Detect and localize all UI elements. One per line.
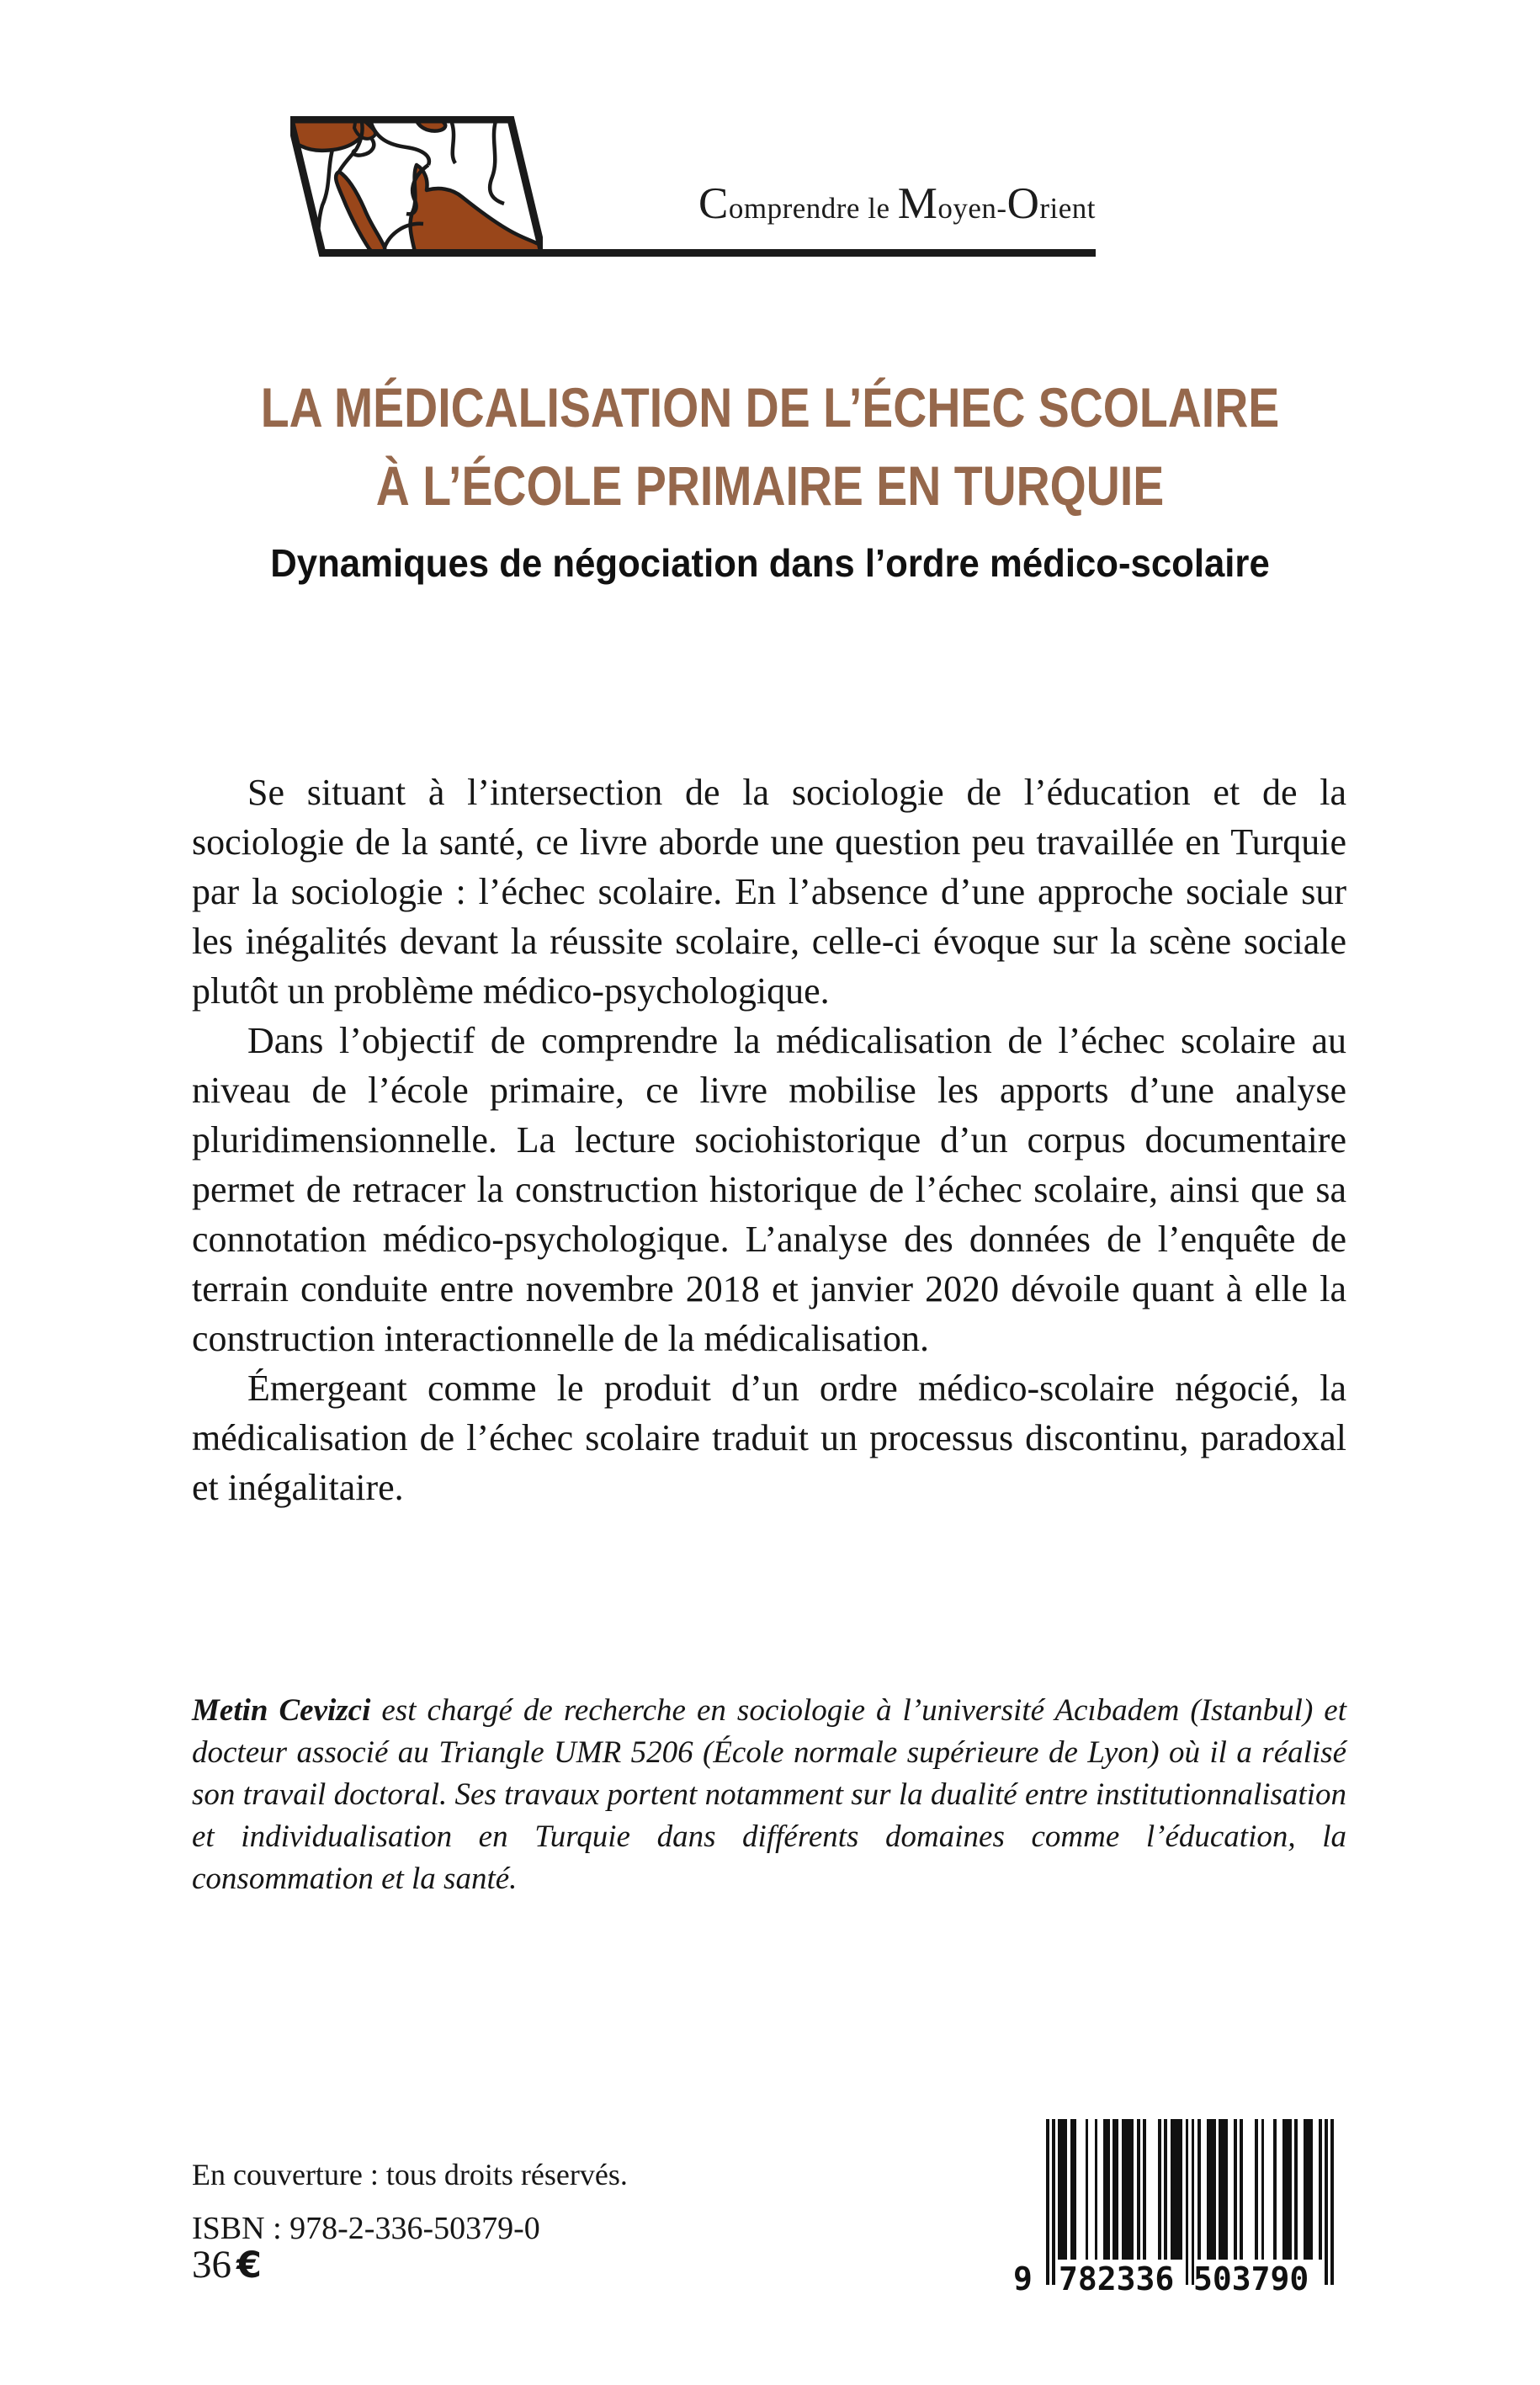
barcode-bar bbox=[1103, 2119, 1109, 2260]
blurb-paragraph-3: Émergeant comme le produit d’un ordre médico-scolaire négocié, la médicalisation de l’échec scolaire traduit un processus discontinu, paradoxal et inégalitaire. bbox=[192, 1368, 1346, 1508]
barcode-bar bbox=[1255, 2119, 1258, 2260]
barcode-bar bbox=[1240, 2119, 1243, 2260]
book-title bbox=[0, 369, 1540, 525]
ean13-barcode bbox=[1006, 2119, 1346, 2300]
barcode-bar bbox=[1058, 2119, 1067, 2260]
book-title-line-1: LA MÉDICALISATION DE L’ÉCHEC SCOLAIRE bbox=[260, 376, 1280, 438]
barcode-bar bbox=[1261, 2119, 1265, 2260]
barcode-bar bbox=[1319, 2119, 1322, 2260]
barcode-bar bbox=[1325, 2119, 1328, 2285]
header-rule bbox=[321, 249, 1096, 257]
barcode-bar bbox=[1122, 2119, 1134, 2260]
barcode-bar bbox=[1330, 2119, 1334, 2285]
barcode-bar bbox=[1113, 2119, 1118, 2260]
barcode-bar bbox=[1070, 2119, 1076, 2260]
cover-credit: En couverture : tous droits réservés. bbox=[192, 2158, 628, 2191]
middle-east-map-graphic bbox=[290, 116, 543, 257]
barcode-bar bbox=[1234, 2119, 1237, 2260]
blurb-paragraph-1: Se situant à l’intersection de la sociologie de l’éducation et de la sociologie de la santé, ce livre aborde une question peu travaillée en Turquie par la sociologie : l’échec scolaire. En l’absence d’une approche sociale sur les inégalités devant la réussite scolaire, celle-ci évoque sur la scène sociale plutôt un problème médico-psychologique. bbox=[192, 772, 1346, 1012]
price bbox=[192, 2242, 262, 2287]
book-title-line-2: À L’ÉCOLE PRIMAIRE EN TURQUIE bbox=[375, 454, 1165, 517]
back-cover-blurb bbox=[192, 768, 1346, 1512]
middle-east-map-logo bbox=[290, 116, 543, 257]
barcode-bar bbox=[1207, 2119, 1216, 2260]
book-subtitle: Dynamiques de négociation dans l’ordre médico-scolaire bbox=[270, 541, 1270, 585]
barcode-bar bbox=[1086, 2119, 1089, 2260]
author-bio-text: est chargé de recherche en sociologie à l’université Acıbadem (Istanbul) et docteur associé au Triangle UMR 5206 (École normale supérieure de Lyon) où il a réalisé son travail doctoral. Ses travaux portent notamment sur la dualité entre institutionnalisation et individualisation en Turquie dans différents domaines comme l’éducation, la consommation et la santé. bbox=[192, 1693, 1346, 1896]
isbn: ISBN : 978-2-336-50379-0 bbox=[192, 2211, 540, 2246]
collection-cap: O bbox=[1006, 179, 1040, 228]
barcode-digit-group-first: 9 bbox=[1013, 2260, 1033, 2297]
barcode-bar bbox=[1052, 2119, 1055, 2285]
euro-sign: € bbox=[236, 2244, 262, 2287]
blurb-paragraph-2: Dans l’objectif de comprendre la médicalisation de l’échec scolaire au niveau de l’école primaire, ce livre mobilise les apports d’une analyse pluridimensionnelle. La lecture sociohistorique d’un corpus documentaire permet de retracer la construction historique de l’échec scolaire, ainsi que sa connotation médico-psychologique. L’analyse des données de l’enquête de terrain conduite entre novembre 2018 et janvier 2020 dévoile quant à elle la construction interactionnelle de la médicalisation. bbox=[192, 1020, 1346, 1359]
author-name: Metin Cevizci bbox=[192, 1693, 371, 1728]
barcode-bar bbox=[1137, 2119, 1140, 2260]
barcode-bar bbox=[1095, 2119, 1098, 2260]
barcode-bar bbox=[1219, 2119, 1228, 2260]
barcode-bar bbox=[1046, 2119, 1049, 2285]
barcode-bar bbox=[1158, 2119, 1161, 2260]
barcode-bar bbox=[1294, 2119, 1298, 2260]
barcode-bar bbox=[1282, 2119, 1292, 2260]
collection-name: Comprendre le Moyen-Orient bbox=[698, 179, 1096, 228]
barcode-bar bbox=[1171, 2119, 1182, 2260]
barcode-bar bbox=[1164, 2119, 1167, 2260]
barcode-bar bbox=[1186, 2119, 1189, 2285]
author-bio bbox=[192, 1690, 1346, 1900]
barcode-digit-group-left: 782336 bbox=[1059, 2260, 1175, 2297]
barcode-bar bbox=[1143, 2119, 1146, 2260]
price-amount: 36 bbox=[192, 2243, 231, 2287]
barcode-bar bbox=[1273, 2119, 1277, 2260]
barcode-bar bbox=[1197, 2119, 1201, 2260]
barcode-bar bbox=[1304, 2119, 1313, 2260]
collection-cap: C bbox=[698, 179, 729, 228]
barcode-digit-group-right: 503790 bbox=[1193, 2260, 1309, 2297]
collection-cap: M bbox=[897, 179, 938, 228]
